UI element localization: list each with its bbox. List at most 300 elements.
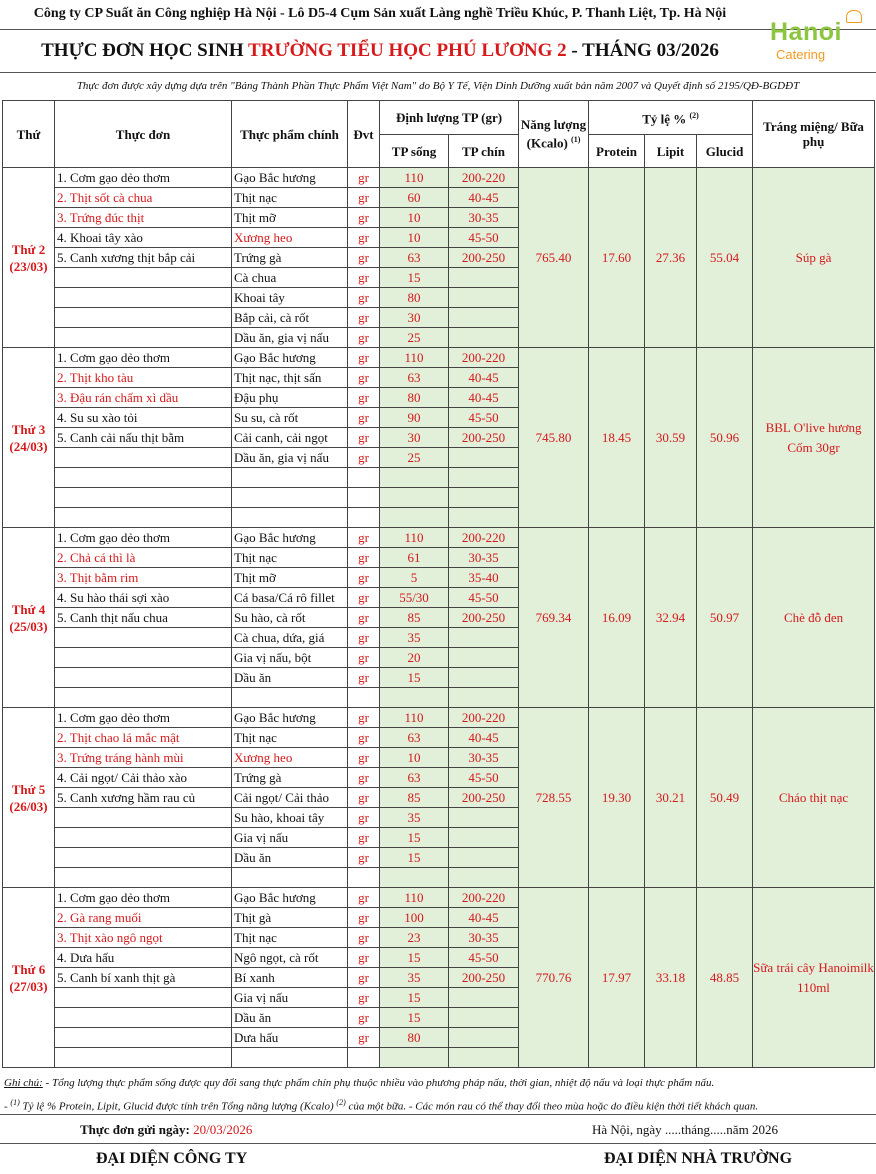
unit-cell: gr — [348, 928, 380, 948]
note-2-sup1: (1) — [10, 1098, 20, 1107]
unit-cell: gr — [348, 808, 380, 828]
cooked-quantity — [449, 1028, 519, 1048]
food-name — [232, 508, 348, 528]
cooked-quantity — [449, 828, 519, 848]
dish-name: 4. Dưa hấu — [55, 948, 232, 968]
unit-cell: gr — [348, 208, 380, 228]
unit-cell: gr — [348, 908, 380, 928]
dish-name: 2. Gà rang muối — [55, 908, 232, 928]
note-label: Ghi chú: — [4, 1077, 43, 1089]
raw-quantity — [380, 468, 449, 488]
cooked-quantity — [449, 1008, 519, 1028]
dish-name: 5. Canh cải nấu thịt bằm — [55, 428, 232, 448]
dish-name: 4. Cải ngọt/ Cải thảo xào — [55, 768, 232, 788]
raw-quantity — [380, 1048, 449, 1068]
energy-value: 745.80 — [519, 348, 589, 528]
cooked-quantity: 200-220 — [449, 528, 519, 548]
note-2-mid: Tỷ lệ % Protein, Lipit, Glucid được tính trên Tổng năng lượng (Kcalo) — [19, 1100, 337, 1112]
cooked-quantity — [449, 868, 519, 888]
cooked-quantity: 200-250 — [449, 428, 519, 448]
food-name: Su hào, khoai tây — [232, 808, 348, 828]
table-row — [3, 168, 875, 188]
unit-cell: gr — [348, 1028, 380, 1048]
cooked-quantity — [449, 448, 519, 468]
cooked-quantity: 200-220 — [449, 168, 519, 188]
col-quantity: Định lượng TP (gr) — [380, 101, 519, 135]
raw-quantity: 30 — [380, 428, 449, 448]
dish-name — [55, 308, 232, 328]
cooked-quantity: 40-45 — [449, 728, 519, 748]
food-name — [232, 468, 348, 488]
unit-cell: gr — [348, 948, 380, 968]
dish-name — [55, 468, 232, 488]
day-name: Thứ 5 — [11, 781, 46, 797]
lipit-value: 32.94 — [645, 528, 697, 708]
dish-name — [55, 1008, 232, 1028]
unit-cell: gr — [348, 768, 380, 788]
protein-value: 17.97 — [589, 888, 645, 1068]
dish-name — [55, 688, 232, 708]
col-ratio-sup: (2) — [689, 111, 699, 121]
raw-quantity: 60 — [380, 188, 449, 208]
dish-name: 5. Canh xương hầm rau củ — [55, 788, 232, 808]
energy-value: 770.76 — [519, 888, 589, 1068]
signature-divider — [0, 1143, 876, 1144]
unit-cell: gr — [348, 308, 380, 328]
cooked-quantity — [449, 468, 519, 488]
raw-quantity: 61 — [380, 548, 449, 568]
protein-value: 18.45 — [589, 348, 645, 528]
food-name: Xương heo — [232, 748, 348, 768]
food-name: Thịt gà — [232, 908, 348, 928]
sent-date: 20/03/2026 — [193, 1122, 253, 1137]
raw-quantity: 35 — [380, 628, 449, 648]
food-name: Dầu ăn — [232, 848, 348, 868]
raw-quantity: 35 — [380, 968, 449, 988]
cooked-quantity: 40-45 — [449, 368, 519, 388]
col-lipit: Lipit — [645, 135, 697, 168]
food-name — [232, 688, 348, 708]
cooked-quantity — [449, 988, 519, 1008]
cooked-quantity — [449, 628, 519, 648]
dish-name — [55, 668, 232, 688]
sent-date-line — [80, 1120, 252, 1140]
raw-quantity: 55/30 — [380, 588, 449, 608]
raw-quantity: 63 — [380, 768, 449, 788]
unit-cell: gr — [348, 588, 380, 608]
table-row — [3, 348, 875, 368]
cooked-quantity — [449, 488, 519, 508]
company-signature: ĐẠI DIỆN CÔNG TY — [96, 1150, 248, 1167]
raw-quantity: 80 — [380, 388, 449, 408]
cooked-quantity: 200-250 — [449, 968, 519, 988]
dish-name — [55, 508, 232, 528]
title-suffix: - THÁNG 03/2026 — [566, 40, 719, 61]
raw-quantity: 15 — [380, 988, 449, 1008]
unit-cell: gr — [348, 1008, 380, 1028]
food-name: Trứng gà — [232, 768, 348, 788]
food-name: Su hào, cà rốt — [232, 608, 348, 628]
unit-cell: gr — [348, 428, 380, 448]
dish-name — [55, 1028, 232, 1048]
unit-cell: gr — [348, 608, 380, 628]
cooked-quantity: 200-220 — [449, 348, 519, 368]
unit-cell: gr — [348, 788, 380, 808]
food-name: Dưa hấu — [232, 1028, 348, 1048]
unit-cell: gr — [348, 648, 380, 668]
glucid-value: 50.49 — [697, 708, 753, 888]
unit-cell: gr — [348, 188, 380, 208]
raw-quantity: 110 — [380, 708, 449, 728]
hanoi-catering-logo — [762, 6, 870, 70]
lipit-value: 27.36 — [645, 168, 697, 348]
raw-quantity: 5 — [380, 568, 449, 588]
unit-cell: gr — [348, 968, 380, 988]
place-date: Hà Nội, ngày .....tháng.....năm 2026 — [592, 1122, 778, 1137]
dish-name: 1. Cơm gạo dẻo thơm — [55, 708, 232, 728]
raw-quantity: 90 — [380, 408, 449, 428]
dish-name: 2. Thịt chao lá mắc mật — [55, 728, 232, 748]
raw-quantity: 63 — [380, 728, 449, 748]
day-name: Thứ 6 — [11, 961, 46, 977]
raw-quantity: 63 — [380, 248, 449, 268]
raw-quantity: 25 — [380, 448, 449, 468]
dish-name: 3. Thịt bằm rim — [55, 568, 232, 588]
dish-name: 5. Canh bí xanh thịt gà — [55, 968, 232, 988]
unit-cell: gr — [348, 328, 380, 348]
food-name: Gạo Bắc hương — [232, 528, 348, 548]
note-2-sup2: (2) — [336, 1098, 346, 1107]
logo-sub-text: Catering — [776, 47, 826, 62]
cooked-quantity: 40-45 — [449, 188, 519, 208]
food-name: Thịt mỡ — [232, 208, 348, 228]
page-title — [0, 36, 760, 66]
glucid-value: 50.97 — [697, 528, 753, 708]
raw-quantity — [380, 688, 449, 708]
food-name: Su su, cà rốt — [232, 408, 348, 428]
lipit-value: 30.59 — [645, 348, 697, 528]
menu-body — [3, 168, 875, 1068]
logo-main-text: Hanoi — [770, 18, 842, 46]
raw-quantity: 10 — [380, 228, 449, 248]
title-school: TRƯỜNG TIỂU HỌC PHÚ LƯƠNG 2 — [248, 40, 567, 61]
note-1-text: - Tổng lượng thực phẩm sống được quy đổi sang thực phẩm chín phụ thuộc nhiều vào phương pháp nấu, thời gian, nhiệt độ nấu và loại thực phẩm nấu. — [42, 1077, 715, 1089]
food-name: Thịt nạc — [232, 548, 348, 568]
unit-cell: gr — [348, 668, 380, 688]
food-name: Gạo Bắc hương — [232, 708, 348, 728]
food-name: Thịt nạc, thịt sấn — [232, 368, 348, 388]
unit-cell: gr — [348, 288, 380, 308]
col-energy-label: Năng lượng (Kcalo) — [520, 117, 587, 151]
raw-quantity: 85 — [380, 788, 449, 808]
cooked-quantity: 200-250 — [449, 788, 519, 808]
cooked-quantity: 30-35 — [449, 748, 519, 768]
raw-quantity: 110 — [380, 528, 449, 548]
food-name: Gạo Bắc hương — [232, 348, 348, 368]
dish-name: 3. Trứng tráng hành mùi — [55, 748, 232, 768]
food-name: Gạo Bắc hương — [232, 168, 348, 188]
dish-name: 3. Trứng đúc thịt — [55, 208, 232, 228]
table-row — [3, 708, 875, 728]
day-name: Thứ 3 — [11, 421, 46, 437]
dish-name — [55, 288, 232, 308]
cooked-quantity — [449, 1048, 519, 1068]
unit-cell — [348, 488, 380, 508]
raw-quantity — [380, 488, 449, 508]
unit-cell: gr — [348, 348, 380, 368]
food-name: Thịt nạc — [232, 928, 348, 948]
cooked-quantity — [449, 808, 519, 828]
dish-name: 5. Canh thịt nấu chua — [55, 608, 232, 628]
cooked-quantity — [449, 288, 519, 308]
col-ratio — [589, 101, 753, 135]
unit-cell: gr — [348, 228, 380, 248]
lipit-value: 33.18 — [645, 888, 697, 1068]
energy-value: 765.40 — [519, 168, 589, 348]
cooked-quantity: 45-50 — [449, 408, 519, 428]
dish-name: 5. Canh xương thịt bắp cải — [55, 248, 232, 268]
raw-quantity: 85 — [380, 608, 449, 628]
raw-quantity: 110 — [380, 888, 449, 908]
food-name: Cá basa/Cá rô fillet — [232, 588, 348, 608]
food-name: Cải ngọt/ Cải thảo — [232, 788, 348, 808]
note-2-prefix: - — [4, 1100, 11, 1112]
food-name: Gia vị nấu, bột — [232, 648, 348, 668]
cooked-quantity: 45-50 — [449, 768, 519, 788]
raw-quantity: 15 — [380, 848, 449, 868]
company-line: Công ty CP Suất ăn Công nghiệp Hà Nội - Lô D5-4 Cụm Sản xuất Làng nghề Triều Khúc, P. Thanh Liệt, Tp. Hà Nội — [33, 6, 727, 21]
title-divider — [0, 72, 876, 73]
dish-name: 4. Khoai tây xào — [55, 228, 232, 248]
energy-value: 728.55 — [519, 708, 589, 888]
unit-cell: gr — [348, 408, 380, 428]
cooked-quantity — [449, 308, 519, 328]
raw-quantity: 15 — [380, 828, 449, 848]
col-glucid: Glucid — [697, 135, 753, 168]
dish-name — [55, 488, 232, 508]
raw-quantity: 10 — [380, 208, 449, 228]
footer-divider — [0, 1114, 876, 1115]
dessert-value: Sữa trái cây Hanoimilk 110ml — [753, 888, 875, 1068]
raw-quantity: 15 — [380, 1008, 449, 1028]
raw-quantity: 15 — [380, 948, 449, 968]
raw-quantity: 20 — [380, 648, 449, 668]
food-name: Cà chua — [232, 268, 348, 288]
dish-name — [55, 848, 232, 868]
col-energy-sup: (1) — [571, 135, 581, 145]
unit-cell — [348, 1048, 380, 1068]
raw-quantity: 100 — [380, 908, 449, 928]
food-name: Bắp cải, cà rốt — [232, 308, 348, 328]
protein-value: 17.60 — [589, 168, 645, 348]
col-dessert: Tráng miệng/ Bữa phụ — [753, 101, 875, 168]
food-name: Thịt nạc — [232, 188, 348, 208]
dessert-value: Chè đỗ đen — [753, 528, 875, 708]
cooked-quantity — [449, 648, 519, 668]
food-name: Đậu phụ — [232, 388, 348, 408]
cooked-quantity — [449, 508, 519, 528]
food-name: Dầu ăn — [232, 1008, 348, 1028]
food-name: Gạo Bắc hương — [232, 888, 348, 908]
dish-name — [55, 628, 232, 648]
glucid-value: 55.04 — [697, 168, 753, 348]
footnote-2 — [4, 1094, 874, 1112]
food-name: Gia vị nấu — [232, 828, 348, 848]
lipit-value: 30.21 — [645, 708, 697, 888]
dish-name: 4. Su su xào tỏi — [55, 408, 232, 428]
unit-cell — [348, 508, 380, 528]
table-row — [3, 888, 875, 908]
food-name: Cà chua, dứa, giá — [232, 628, 348, 648]
raw-quantity: 15 — [380, 668, 449, 688]
col-protein: Protein — [589, 135, 645, 168]
col-raw: TP sống — [380, 135, 449, 168]
unit-cell: gr — [348, 168, 380, 188]
col-ratio-label: Tỷ lệ % — [642, 111, 687, 127]
table-row — [3, 528, 875, 548]
dish-name: 1. Cơm gạo dẻo thơm — [55, 528, 232, 548]
cooked-quantity: 40-45 — [449, 388, 519, 408]
raw-quantity: 25 — [380, 328, 449, 348]
unit-cell — [348, 868, 380, 888]
cooked-quantity — [449, 688, 519, 708]
unit-cell — [348, 688, 380, 708]
day-cell — [3, 528, 55, 708]
dessert-value: Súp gà — [753, 168, 875, 348]
sent-label: Thực đơn gửi ngày: — [80, 1122, 194, 1137]
food-name: Dầu ăn, gia vị nấu — [232, 448, 348, 468]
food-name — [232, 868, 348, 888]
food-name: Thịt nạc — [232, 728, 348, 748]
glucid-value: 48.85 — [697, 888, 753, 1068]
raw-quantity: 110 — [380, 168, 449, 188]
dish-name — [55, 328, 232, 348]
unit-cell: gr — [348, 628, 380, 648]
unit-cell: gr — [348, 728, 380, 748]
protein-value: 16.09 — [589, 528, 645, 708]
cooked-quantity: 45-50 — [449, 948, 519, 968]
food-name — [232, 1048, 348, 1068]
col-energy — [519, 101, 589, 168]
food-name: Ngô ngọt, cà rốt — [232, 948, 348, 968]
cooked-quantity: 45-50 — [449, 228, 519, 248]
dish-name — [55, 988, 232, 1008]
unit-cell: gr — [348, 548, 380, 568]
raw-quantity: 80 — [380, 1028, 449, 1048]
dish-name: 1. Cơm gạo dẻo thơm — [55, 348, 232, 368]
food-name: Dầu ăn — [232, 668, 348, 688]
dish-name — [55, 648, 232, 668]
menu-table — [2, 100, 875, 1068]
day-date: (24/03) — [9, 438, 48, 454]
dish-name: 1. Cơm gạo dẻo thơm — [55, 168, 232, 188]
dish-name — [55, 868, 232, 888]
unit-cell: gr — [348, 268, 380, 288]
raw-quantity: 80 — [380, 288, 449, 308]
day-name: Thứ 4 — [11, 601, 46, 617]
food-name: Bí xanh — [232, 968, 348, 988]
col-cooked: TP chín — [449, 135, 519, 168]
unit-cell: gr — [348, 448, 380, 468]
unit-cell: gr — [348, 988, 380, 1008]
day-name: Thứ 2 — [11, 241, 46, 257]
cooked-quantity: 200-250 — [449, 608, 519, 628]
cooked-quantity — [449, 668, 519, 688]
col-day: Thứ — [3, 101, 55, 168]
col-food: Thực phẩm chính — [232, 101, 348, 168]
dish-name — [55, 828, 232, 848]
cooked-quantity — [449, 328, 519, 348]
footnote-1 — [4, 1074, 874, 1092]
food-name: Thịt mỡ — [232, 568, 348, 588]
cooked-quantity: 30-35 — [449, 548, 519, 568]
dish-name — [55, 1048, 232, 1068]
cooked-quantity: 200-220 — [449, 888, 519, 908]
dish-name: 1. Cơm gạo dẻo thơm — [55, 888, 232, 908]
food-name: Khoai tây — [232, 288, 348, 308]
protein-value: 19.30 — [589, 708, 645, 888]
dish-name — [55, 448, 232, 468]
day-date: (25/03) — [9, 618, 48, 634]
raw-quantity: 110 — [380, 348, 449, 368]
raw-quantity: 10 — [380, 748, 449, 768]
unit-cell: gr — [348, 848, 380, 868]
title-prefix: THỰC ĐƠN HỌC SINH — [41, 40, 249, 61]
raw-quantity: 30 — [380, 308, 449, 328]
unit-cell: gr — [348, 748, 380, 768]
day-date: (27/03) — [9, 978, 48, 994]
unit-cell: gr — [348, 568, 380, 588]
day-cell — [3, 348, 55, 528]
chef-hat-icon — [846, 10, 862, 23]
dish-name: 2. Thịt sốt cà chua — [55, 188, 232, 208]
dish-name — [55, 808, 232, 828]
day-cell — [3, 168, 55, 348]
dish-name: 3. Đậu rán chấm xì dầu — [55, 388, 232, 408]
cooked-quantity — [449, 268, 519, 288]
unit-cell — [348, 468, 380, 488]
food-name: Cải canh, cải ngọt — [232, 428, 348, 448]
food-name: Dầu ăn, gia vị nấu — [232, 328, 348, 348]
day-date: (23/03) — [9, 258, 48, 274]
raw-quantity: 35 — [380, 808, 449, 828]
col-unit: Đvt — [348, 101, 380, 168]
dish-name: 3. Thịt xào ngô ngọt — [55, 928, 232, 948]
cooked-quantity — [449, 848, 519, 868]
cooked-quantity: 40-45 — [449, 908, 519, 928]
source-note: Thực đơn được xây dựng dựa trên "Bảng Thành Phần Thực Phẩm Việt Nam" do Bộ Y Tế, Viện Dinh Dưỡng xuất bản năm 2007 và Quyết định số 2195/QĐ-BGDĐT — [76, 80, 800, 92]
cooked-quantity: 200-250 — [449, 248, 519, 268]
dish-name: 2. Chả cá thì là — [55, 548, 232, 568]
raw-quantity — [380, 868, 449, 888]
cooked-quantity: 30-35 — [449, 928, 519, 948]
unit-cell: gr — [348, 708, 380, 728]
cooked-quantity: 45-50 — [449, 588, 519, 608]
cooked-quantity: 30-35 — [449, 208, 519, 228]
day-cell — [3, 708, 55, 888]
unit-cell: gr — [348, 248, 380, 268]
food-name: Xương heo — [232, 228, 348, 248]
food-name: Trứng gà — [232, 248, 348, 268]
cooked-quantity: 35-40 — [449, 568, 519, 588]
unit-cell: gr — [348, 828, 380, 848]
food-name — [232, 488, 348, 508]
energy-value: 769.34 — [519, 528, 589, 708]
raw-quantity: 15 — [380, 268, 449, 288]
school-signature: ĐẠI DIỆN NHÀ TRƯỜNG — [604, 1150, 793, 1167]
unit-cell: gr — [348, 528, 380, 548]
unit-cell: gr — [348, 388, 380, 408]
